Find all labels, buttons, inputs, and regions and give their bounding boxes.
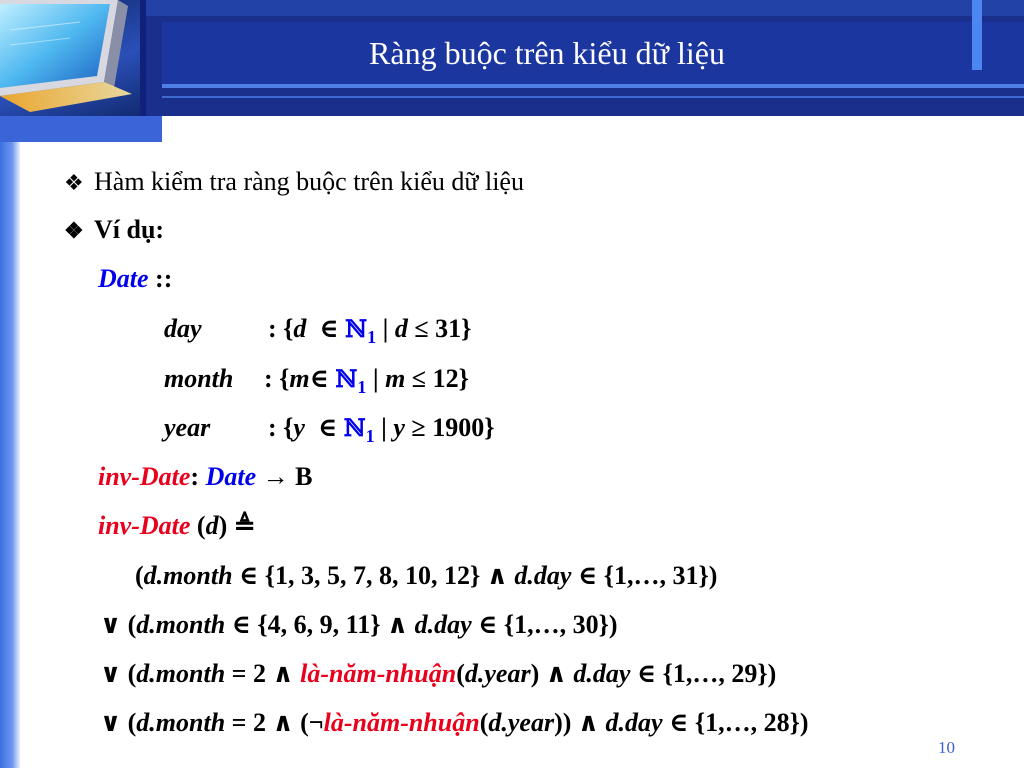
case-leap-february: ∨ (d.month = 2 ∧ là-năm-nhuận(d.year) ∧ d.day ∈ {1,…, 29}): [100, 659, 777, 688]
type-name: Date: [98, 264, 149, 293]
type-definition: Date ::: [98, 264, 173, 293]
field-month-constraint: : {m∈ ℕ$_1$ | m ≤ 12}: [264, 364, 469, 397]
field-day: day: [164, 314, 202, 343]
slide-title: Ràng buộc trên kiểu dữ liệu: [369, 34, 725, 71]
field-month: month: [164, 364, 234, 393]
invariant-definition: inv-Date (d) ≜: [98, 511, 256, 540]
field-year-constraint: : {y ∈ ℕ$_1$ | y ≥ 1900}: [268, 413, 495, 446]
bullet-text: Hàm kiểm tra ràng buộc trên kiểu dữ liệu: [94, 167, 524, 196]
case-nonleap-february: ∨ (d.month = 2 ∧ (¬là-năm-nhuận(d.year)) ∧ d.day ∈ {1,…, 28}): [100, 708, 809, 737]
bullet-item: [64, 215, 164, 246]
case-31-days: (d.month ∈ {1, 3, 5, 7, 8, 10, 12} ∧ d.day ∈ {1,…, 31}): [135, 561, 718, 590]
bullet-text: Ví dụ:: [94, 215, 165, 244]
invariant-signature: inv-Date: Date → B: [98, 462, 313, 491]
case-30-days: ∨ (d.month ∈ {4, 6, 9, 11} ∧ d.day ∈ {1,…, 30}): [100, 610, 618, 639]
bullet-item: [64, 167, 524, 198]
page-number: 10: [938, 738, 955, 757]
diamond-bullet-icon: ❖: [64, 218, 84, 243]
diamond-bullet-icon: ❖: [64, 170, 84, 195]
field-day-constraint: : {d ∈ ℕ$_1$ | d ≤ 31}: [268, 314, 472, 347]
field-year: year: [164, 413, 211, 442]
